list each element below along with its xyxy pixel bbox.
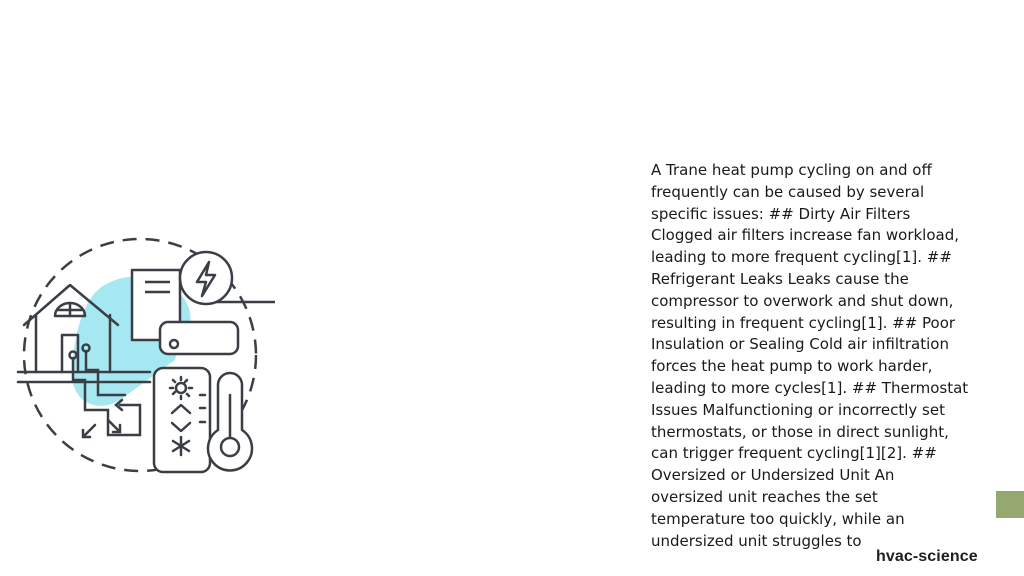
article-body: A Trane heat pump cycling on and off frequently can be caused by several specific issues: ## Dirty Air Filters Clogged air filters increase fan workload, leading to more frequent cycling[1]. ## Refrigerant Leaks Leaks cause the compressor to overwork and shut down, resulting in frequent cycling[1]. ## Poor Insulation or Sealing Cold air infiltration forces the heat pump to work harder, leading to more cycles[1]. ## Thermostat Issues Malfunctioning or incorrectly set thermostats, or those in direct sunlight, can trigger frequent cycling[1][2]. ## Oversized or Undersized Unit An oversized unit reaches the set temperature too quickly, while an undersized unit struggles to bbox=[651, 161, 969, 550]
thermometer-icon bbox=[208, 373, 252, 470]
hvac-illustration bbox=[0, 230, 290, 500]
thermostat-remote-icon bbox=[154, 368, 210, 472]
lightning-icon bbox=[180, 252, 232, 304]
brand-name: hvac-science bbox=[876, 548, 978, 565]
side-tab[interactable] bbox=[996, 491, 1024, 518]
